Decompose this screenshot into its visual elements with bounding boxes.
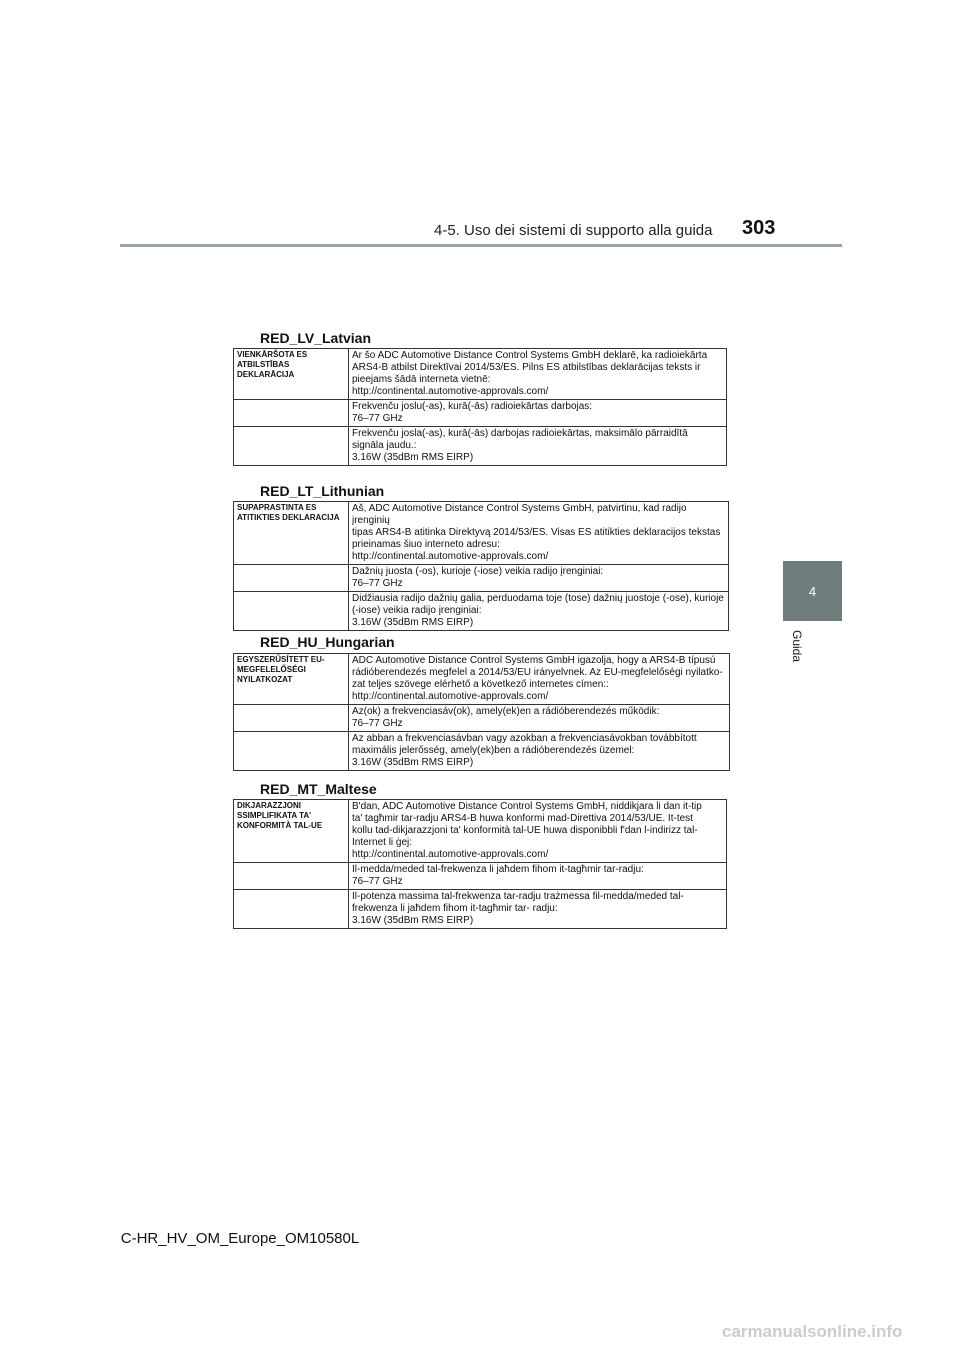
text-line: prieinamas šiuo interneto adresu: [352, 539, 500, 550]
row-text [349, 349, 727, 400]
text-line: Il-potenza massima tal-frekwenza tar-radju trażmessa fil-medda/meded tal- [352, 891, 684, 902]
row-label: EGYSZERŰSÍTETT EU-MEGFELELŐSÉGI NYILATKOZAT [234, 654, 349, 705]
footer-manual-id: C-HR_HV_OM_Europe_OM10580L [120, 1230, 360, 1247]
row-label [234, 705, 349, 732]
text-line: Aš, ADC Automotive Distance Control Systems GmbH, patvirtinu, kad radijo įrenginių [352, 503, 687, 526]
text-line: signāla jaudu.: [352, 440, 417, 451]
text-line: 76–77 GHz [352, 718, 403, 729]
table-row [234, 565, 729, 592]
row-text [349, 732, 730, 771]
row-label [234, 427, 349, 466]
text-line: 76–77 GHz [352, 876, 403, 887]
row-text [349, 502, 729, 565]
text-line: Internet li ġej: [352, 837, 413, 848]
text-line: Az(ok) a frekvenciasáv(ok), amely(ek)en a rádióberendezés működik: [352, 706, 660, 717]
page-number: 303 [742, 217, 776, 239]
text-line: 3.16W (35dBm RMS EIRP) [352, 452, 474, 463]
declaration-table-lithuanian [233, 501, 729, 631]
section-title-maltese: RED_MT_Maltese [260, 781, 377, 797]
text-line: http://continental.automotive-approvals.com/ [352, 386, 549, 397]
text-line: http://continental.automotive-approvals.com/ [352, 551, 549, 562]
text-line: 76–77 GHz [352, 578, 403, 589]
table-row [234, 863, 727, 890]
text-line: kollu tad-dikjarazzjoni ta' konformità tal-UE huwa disponibbli f'dan l-indirizz tal- [352, 825, 698, 836]
chapter-tab-label: Guida [790, 630, 804, 663]
text-line: http://continental.automotive-approvals.com/ [352, 849, 549, 860]
text-line: frekwenza li jaħdem fihom it-tagħmir tar- radju: [352, 903, 558, 914]
row-label [234, 400, 349, 427]
row-text [349, 890, 727, 929]
section-title-latvian: RED_LV_Latvian [260, 330, 371, 346]
text-line: tipas ARS4-B atitinka Direktyvą 2014/53/ES. Visas ES atitikties deklaracijos tekstas [352, 527, 721, 538]
row-label [234, 863, 349, 890]
row-label [234, 890, 349, 929]
text-line: rádióberendezés megfelel a 2014/53/EU irányelvnek. Az EU-megfelelőségi nyilatko- [352, 667, 723, 678]
text-line: Il-medda/meded tal-frekwenza li jaħdem fihom it-tagħmir tar-radju: [352, 864, 644, 875]
text-line: 3.16W (35dBm RMS EIRP) [352, 617, 474, 628]
declaration-table-hungarian [233, 653, 730, 771]
table-row [234, 890, 727, 929]
row-label [234, 592, 349, 631]
text-line: Ar šo ADC Automotive Distance Control Systems GmbH deklarē, ka radioiekārta [352, 350, 708, 361]
table-row [234, 400, 727, 427]
table-row [234, 705, 730, 732]
row-label [234, 565, 349, 592]
text-line: http://continental.automotive-approvals.com/ [352, 691, 549, 702]
header-section-title: 4-5. Uso dei sistemi di supporto alla guida [434, 222, 713, 239]
chapter-tab [783, 561, 842, 621]
text-line: ADC Automotive Distance Control Systems GmbH igazolja, hogy a ARS4-B típusú [352, 655, 716, 666]
text-line: ARS4-B atbilst Direktīvai 2014/53/ES. Pilns ES atbilstības deklarācijas teksts ir [352, 362, 701, 373]
table-row [234, 732, 730, 771]
row-label: DIKJARAZZJONI SSIMPLIFIKATA TA' KONFORMITÀ TAL-UE [234, 800, 349, 863]
table-row [234, 654, 730, 705]
text-line: pieejams šādā interneta vietnē: [352, 374, 491, 385]
row-text [349, 800, 727, 863]
row-text [349, 400, 727, 427]
row-text [349, 592, 729, 631]
text-line: 3.16W (35dBm RMS EIRP) [352, 757, 474, 768]
section-title-lithuanian: RED_LT_Lithunian [260, 483, 385, 499]
row-text [349, 705, 730, 732]
table-row [234, 427, 727, 466]
declaration-table-maltese [233, 799, 727, 929]
row-text [349, 427, 727, 466]
text-line: ta' tagħmir tar-radju ARS4-B huwa konformi mad-Direttiva 2014/53/UE. It-test [352, 813, 693, 824]
text-line: zat teljes szövege elérhető a következő internetes címen:: [352, 679, 609, 690]
section-title-hungarian: RED_HU_Hungarian [260, 634, 395, 650]
text-line: (-iose) veikia radijo įrenginiai: [352, 605, 482, 616]
table-row [234, 349, 727, 400]
watermark: carmanualsonline.info [722, 1322, 903, 1341]
table-row [234, 592, 729, 631]
declaration-table-latvian [233, 348, 727, 466]
row-text [349, 565, 729, 592]
text-line: Az abban a frekvenciasávban vagy azokban a frekvenciasávokban továbbított [352, 733, 697, 744]
text-line: Frekvenču joslu(-as), kurā(-ās) radioiekārtas darbojas: [352, 401, 593, 412]
row-label: VIENKĀRŠOTA ES ATBILSTĪBAS DEKLARĀCIJA [234, 349, 349, 400]
header-rule [120, 244, 842, 247]
text-line: 3.16W (35dBm RMS EIRP) [352, 915, 474, 926]
row-label [234, 732, 349, 771]
table-row [234, 502, 729, 565]
text-line: Dažnių juosta (-os), kurioje (-iose) veikia radijo įrenginiai: [352, 566, 604, 577]
chapter-tab-number: 4 [808, 583, 817, 599]
row-text [349, 863, 727, 890]
text-line: B'dan, ADC Automotive Distance Control Systems GmbH, niddikjara li dan it-tip [352, 801, 702, 812]
table-row [234, 800, 727, 863]
text-line: maximális jelerősség, amely(ek)ben a rádióberendezés üzemel: [352, 745, 635, 756]
text-line: Frekvenču josla(-as), kurā(-ās) darbojas radioiekārtas, maksimālo pārraidītā [352, 428, 688, 439]
text-line: 76–77 GHz [352, 413, 403, 424]
row-text [349, 654, 730, 705]
row-label: SUPAPRASTINTA ES ATITIKTIES DEKLARACIJA [234, 502, 349, 565]
text-line: Didžiausia radijo dažnių galia, perduodama toje (tose) dažnių juostoje (-ose), kurioje [352, 593, 724, 604]
